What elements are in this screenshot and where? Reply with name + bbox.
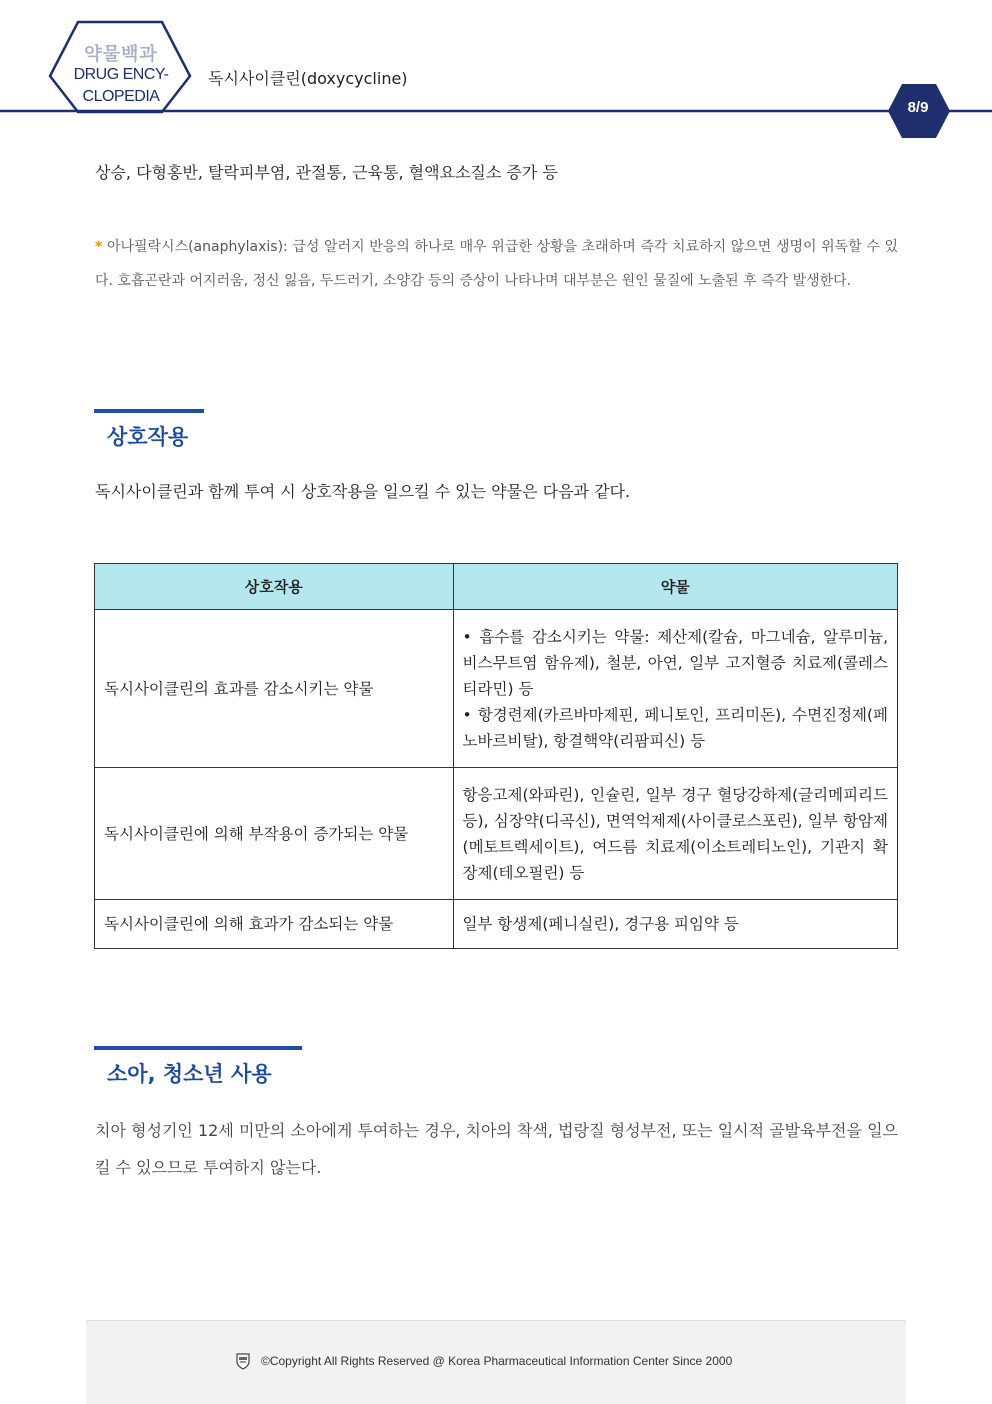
table-cell-drugs bbox=[453, 900, 897, 949]
section-bar-pediatric bbox=[94, 1046, 302, 1050]
section-title-interactions: 상호작용 bbox=[107, 425, 189, 449]
table-row bbox=[95, 900, 898, 949]
table-cell-effect: 독시사이클린에 의해 효과가 감소되는 약물 bbox=[95, 900, 454, 949]
table-header-row bbox=[95, 564, 898, 610]
interactions-table bbox=[94, 563, 898, 949]
shield-logo-icon bbox=[234, 1352, 252, 1370]
interactions-intro: 독시사이클린과 함께 투여 시 상호작용을 일으킬 수 있는 약물은 다음과 같다. bbox=[95, 482, 631, 501]
note-marker: * bbox=[95, 239, 103, 255]
drug-item: 항응고제(와파린), 인슐린, 일부 경구 혈당강하제(글리메피리드 등), 심장약(디곡신), 면역억제제(사이클로스포린), 일부 항암제(메토트렉세이트), 여드름 치료제(이소트레티노인), 기관지 확장제(테오필린) 등 bbox=[462, 785, 888, 882]
table-row bbox=[95, 768, 898, 900]
drug-item: • 항경련제(카르바마제핀, 페니토인, 프리미돈), 수면진정제(페노바르비탈), 항결핵약(리팜피신) 등 bbox=[462, 705, 888, 750]
table-cell-effect: 독시사이클린에 의해 부작용이 증가되는 약물 bbox=[95, 768, 454, 900]
logo-english-line1: DRUG ENCY- bbox=[73, 66, 169, 83]
section-title-pediatric: 소아, 청소년 사용 bbox=[107, 1062, 272, 1086]
footer-copyright: ©Copyright All Rights Reserved @ Korea Pharmaceutical Information Center Since 2000 bbox=[261, 1354, 733, 1368]
logo-english-line2: CLOPEDIA bbox=[82, 88, 160, 105]
table-cell-effect: 독시사이클린의 효과를 감소시키는 약물 bbox=[95, 610, 454, 768]
side-effects-text: 상승, 다형홍반, 탈락피부염, 관절통, 근육통, 혈액요소질소 증가 등 bbox=[95, 163, 558, 182]
table-cell-drugs bbox=[453, 768, 897, 900]
document-title: 독시사이클린(doxycycline) bbox=[208, 69, 408, 88]
page-number: 8/9 bbox=[907, 99, 929, 116]
pediatric-text: 치아 형성기인 12세 미만의 소아에게 투여하는 경우, 치아의 착색, 법랑질 형성부전, 또는 일시적 골발육부전을 일으킬 수 있으므로 투여하지 않는다. bbox=[95, 1121, 898, 1177]
table-header-effect: 상호작용 bbox=[95, 564, 454, 610]
drug-item: 일부 항생제(페니실린), 경구용 피임약 등 bbox=[462, 915, 739, 933]
anaphylaxis-note bbox=[95, 230, 898, 298]
table-row bbox=[95, 610, 898, 768]
section-bar-interactions bbox=[94, 409, 204, 413]
note-text: 아나필락시스(anaphylaxis): 급성 알러지 반응의 하나로 매우 위급한 상황을 초래하며 즉각 치료하지 않으면 생명이 위독할 수 있다. 호흡곤란과 어지러움, 정신 잃음, 두드러기, 소양감 등의 증상이 나타나며 대부분은 원인 물질에 노출된 후 즉각 발생한다. bbox=[95, 239, 898, 289]
drug-item: • 흡수를 감소시키는 약물: 제산제(칼슘, 마그네슘, 알루미늄, 비스무트염 함유제), 철분, 아연, 일부 고지혈증 치료제(콜레스티라민) 등 bbox=[462, 627, 888, 698]
logo-korean: 약물백과 bbox=[84, 44, 158, 65]
table-cell-drugs bbox=[453, 610, 897, 768]
table-header-drugs: 약물 bbox=[453, 564, 897, 610]
